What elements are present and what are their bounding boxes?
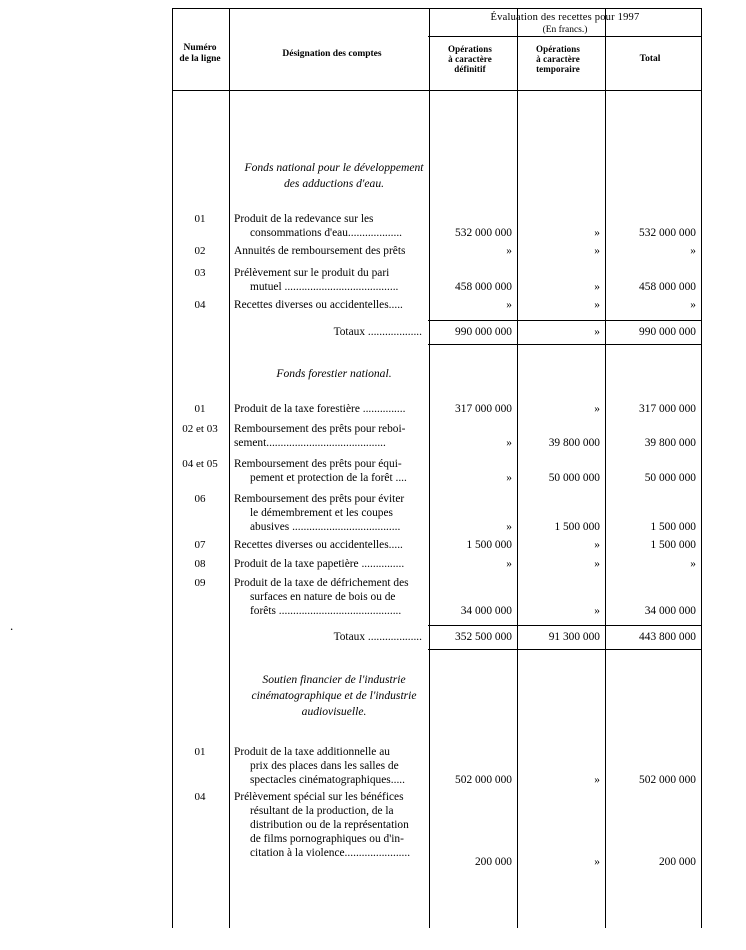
column-rule-1	[229, 9, 230, 928]
row-value-temporaire: »	[594, 774, 600, 786]
row-value-temporaire: »	[594, 299, 600, 311]
row-description: prix des places dans les salles de	[250, 760, 399, 772]
row-number: 07	[194, 539, 206, 551]
row-description: Prélèvement sur le produit du pari	[234, 267, 390, 279]
row-description: Remboursement des prêts pour équi-	[234, 458, 402, 470]
row-value-total: 532 000 000	[639, 227, 696, 239]
row-description: de films pornographiques ou d'in-	[250, 833, 404, 845]
row-number: 03	[194, 267, 206, 279]
row-value-temporaire: 1 500 000	[554, 521, 600, 533]
header-num-line1: Numéro	[183, 43, 217, 53]
totals-rule-bottom	[428, 344, 702, 345]
row-description: sement..........................................	[234, 437, 386, 449]
totals-total: 443 800 000	[639, 631, 696, 643]
row-description: Recettes diverses ou accidentelles.....	[234, 539, 403, 551]
row-description: consommations d'eau...................	[250, 227, 403, 239]
row-value-total: »	[690, 299, 696, 311]
row-value-total: »	[690, 245, 696, 257]
row-number: 02 et 03	[182, 423, 218, 435]
row-description: Produit de la taxe de défrichement des	[234, 577, 409, 589]
row-number: 06	[194, 493, 206, 505]
row-description: Produit de la taxe additionnelle au	[234, 746, 390, 758]
totals-rule-top	[428, 320, 702, 321]
section-title: audiovisuelle.	[301, 705, 367, 718]
margin-mark: .	[10, 618, 14, 633]
totals-rule-top	[428, 625, 702, 626]
row-value-temporaire: »	[594, 245, 600, 257]
row-description: Annuités de remboursement des prêts	[234, 245, 406, 257]
row-value-definitif: »	[506, 437, 512, 449]
row-value-total: 317 000 000	[639, 403, 696, 415]
row-number: 01	[194, 213, 206, 225]
row-description: Produit de la taxe papetière ...............	[234, 558, 405, 570]
column-rule-4	[605, 9, 606, 928]
row-value-temporaire: »	[594, 227, 600, 239]
row-number: 01	[194, 746, 206, 758]
totals-label: Totaux ...................	[333, 326, 422, 338]
row-value-temporaire: »	[594, 558, 600, 570]
header-num-line2: de la ligne	[179, 54, 221, 64]
row-description: pement et protection de la forêt ....	[250, 472, 407, 484]
row-description: Produit de la redevance sur les	[234, 213, 374, 225]
row-number: 04	[194, 299, 206, 311]
totals-definitif: 352 500 000	[455, 631, 512, 643]
row-value-total: 200 000	[658, 856, 696, 868]
row-value-definitif: 532 000 000	[455, 227, 512, 239]
row-value-total: »	[690, 558, 696, 570]
section-title: Soutien financier de l'industrie	[262, 673, 406, 686]
row-value-definitif: 1 500 000	[466, 539, 512, 551]
row-value-temporaire: »	[594, 856, 600, 868]
header-def-line1: Opérations	[447, 44, 492, 54]
row-description: Remboursement des prêts pour reboi-	[234, 423, 406, 435]
header-temp-line2: à caractère	[536, 54, 580, 64]
row-value-definitif: »	[506, 299, 512, 311]
column-rule-2	[429, 9, 430, 928]
row-description: surfaces en nature de bois ou de	[250, 591, 396, 603]
row-value-definitif: »	[506, 521, 512, 533]
row-value-temporaire: »	[594, 539, 600, 551]
row-value-definitif: 317 000 000	[455, 403, 512, 415]
row-value-total: 458 000 000	[639, 281, 696, 293]
row-value-temporaire: »	[594, 281, 600, 293]
column-rule-3	[517, 9, 518, 928]
row-value-definitif: 458 000 000	[455, 281, 512, 293]
totals-definitif: 990 000 000	[455, 326, 512, 338]
row-value-total: 1 500 000	[650, 521, 696, 533]
row-description: Recettes diverses ou accidentelles.....	[234, 299, 403, 311]
row-description: le démembrement et les coupes	[250, 507, 393, 519]
section-title: cinématographique et de l'industrie	[251, 689, 417, 702]
row-number: 09	[194, 577, 206, 589]
row-value-total: 1 500 000	[650, 539, 696, 551]
header-temp-line1: Opérations	[535, 44, 580, 54]
row-description: distribution ou de la représentation	[250, 819, 409, 831]
header-def-line3: définitif	[454, 64, 486, 74]
section-title: des adductions d'eau.	[283, 177, 385, 190]
totals-temporaire: 91 300 000	[548, 631, 600, 643]
row-description: spectacles cinématographiques.....	[250, 774, 405, 786]
row-description: forêts ...........................................	[250, 605, 402, 617]
header-total: Total	[639, 54, 661, 64]
section-title: Fonds national pour le développement	[244, 161, 424, 174]
row-number: 04	[194, 791, 206, 803]
row-number: 04 et 05	[182, 458, 218, 470]
row-value-definitif: »	[506, 245, 512, 257]
row-value-total: 39 800 000	[644, 437, 696, 449]
row-value-temporaire: 39 800 000	[548, 437, 600, 449]
totals-label: Totaux ...................	[333, 631, 422, 643]
row-value-temporaire: »	[594, 403, 600, 415]
row-value-definitif: 200 000	[474, 856, 512, 868]
row-value-total: 34 000 000	[644, 605, 696, 617]
totals-total: 990 000 000	[639, 326, 696, 338]
row-number: 08	[194, 558, 206, 570]
header-rule-bottom	[172, 90, 702, 91]
row-description: Prélèvement spécial sur les bénéfices	[234, 791, 404, 803]
row-description: résultant de la production, de la	[250, 805, 394, 817]
row-description: Produit de la taxe forestière ...............	[234, 403, 406, 415]
row-value-definitif: »	[506, 472, 512, 484]
totals-temporaire: »	[594, 326, 600, 338]
header-temp-line3: temporaire	[536, 64, 580, 74]
totals-rule-bottom	[428, 649, 702, 650]
header-designation: Désignation des comptes	[282, 49, 382, 59]
row-number: 01	[194, 403, 206, 415]
row-description: abusives ......................................	[250, 521, 401, 533]
row-number: 02	[194, 245, 206, 257]
header-eval-sub: (En francs.)	[542, 25, 588, 35]
header-eval-title: Évaluation des recettes pour 1997	[490, 12, 640, 23]
row-description: mutuel ........................................	[250, 281, 399, 293]
row-value-definitif: 34 000 000	[460, 605, 512, 617]
row-value-definitif: 502 000 000	[455, 774, 512, 786]
row-value-temporaire: »	[594, 605, 600, 617]
section-title: Fonds forestier national.	[276, 367, 392, 380]
row-value-definitif: »	[506, 558, 512, 570]
row-value-total: 50 000 000	[644, 472, 696, 484]
row-description: citation à la violence.......................	[250, 847, 411, 859]
row-value-total: 502 000 000	[639, 774, 696, 786]
header-def-line2: à caractère	[448, 54, 492, 64]
header-rule-eval	[428, 36, 702, 37]
row-description: Remboursement des prêts pour éviter	[234, 493, 405, 505]
row-value-temporaire: 50 000 000	[548, 472, 600, 484]
